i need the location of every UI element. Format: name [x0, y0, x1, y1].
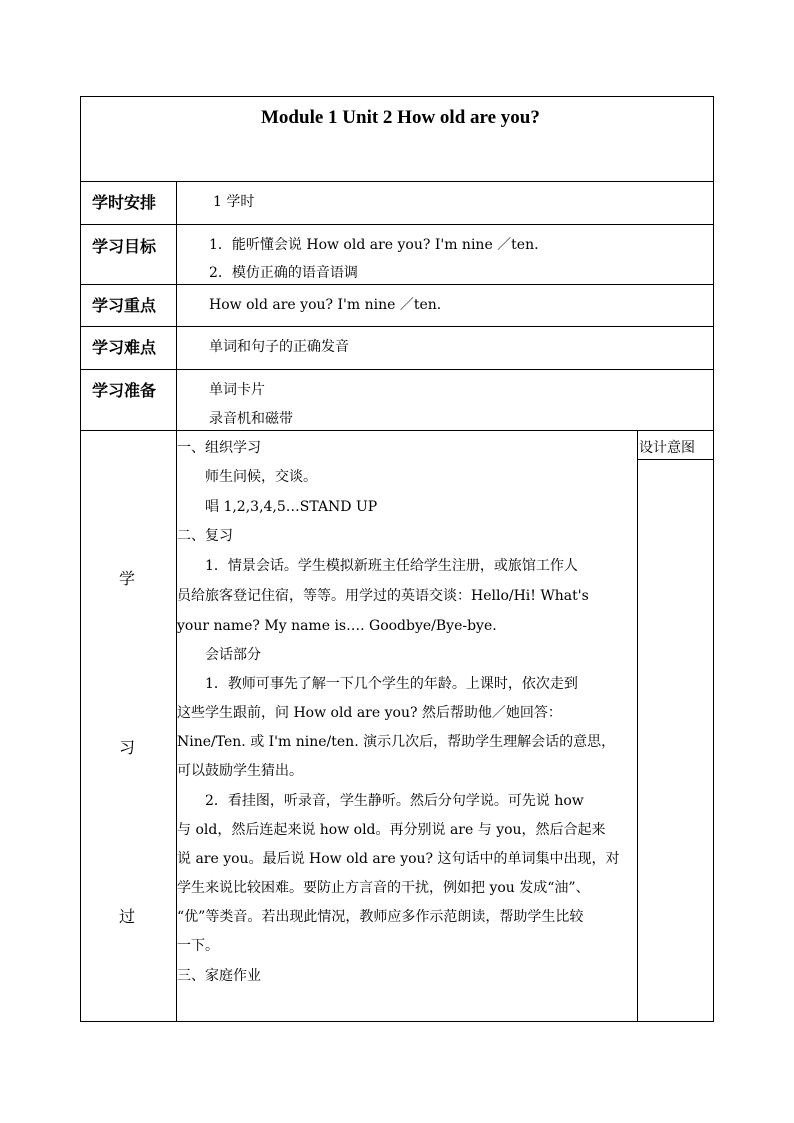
process-line: 会话部分	[177, 647, 261, 663]
page-title: Module 1 Unit 2 How old are you?	[261, 107, 540, 128]
process-line: 三、家庭作业	[177, 968, 261, 984]
table-border-top	[80, 96, 714, 97]
process-line: 1．教师可事先了解一下几个学生的年龄。上课时，依次走到	[177, 676, 578, 692]
label-difficulties: 学习难点	[92, 338, 157, 357]
process-line: 学生来说比较困难。要防止方言音的干扰，例如把 you 发成“油”、	[177, 880, 590, 896]
table-border-right	[713, 96, 714, 1022]
process-line: 师生问候，交谈。	[177, 469, 317, 485]
process-line: 1．情景会话。学生模拟新班主任给学生注册，或旅馆工作人	[177, 558, 578, 574]
process-line: 一、组织学习	[177, 440, 261, 456]
process-line: 可以鼓励学生猜出。	[177, 763, 303, 779]
process-side-label: 过	[119, 907, 136, 926]
process-line: 说 are you。最后说 How old are you? 这句话中的单词集中出现，对	[177, 851, 620, 867]
process-side-label: 学	[119, 569, 136, 588]
process-line: 与 old，然后连起来说 how old。再分别说 are 与 you，然后合起来	[177, 822, 606, 838]
process-line: Nine/Ten. 或 I'm nine/ten. 演示几次后，帮助学生理解会话的意思，	[177, 734, 616, 750]
table-border-left	[80, 96, 81, 1022]
design-intent-header: 设计意图	[639, 440, 695, 456]
preparation-item: 单词卡片	[209, 382, 265, 398]
label-schedule: 学时安排	[92, 193, 157, 212]
schedule-value: 1 学时	[213, 194, 255, 210]
process-line: 二、复习	[177, 528, 233, 544]
preparation-item: 录音机和磁带	[209, 411, 293, 427]
process-line: your name? My name is…. Goodbye/Bye-bye.	[177, 618, 497, 634]
label-key-points: 学习重点	[92, 296, 157, 315]
objective-item: 2．模仿正确的语音语调	[209, 265, 358, 281]
difficulties-value: 单词和句子的正确发音	[209, 339, 349, 355]
process-line: 一下。	[177, 938, 219, 954]
design-column-divider	[637, 430, 638, 1022]
objective-item: 1．能听懂会说 How old are you? I'm nine ／ten.	[209, 237, 539, 253]
process-line: 2．看挂图，听录音，学生静听。然后分句学说。可先说 how	[177, 793, 584, 809]
process-line: 员给旅客登记住宿，等等。用学过的英语交谈：Hello/Hi! What's	[177, 588, 589, 604]
design-header-divider	[637, 459, 714, 460]
key-points-value: How old are you? I'm nine ／ten.	[209, 297, 442, 313]
label-preparation: 学习准备	[92, 381, 157, 400]
label-objectives: 学习目标	[92, 237, 157, 256]
process-line: “优”等类音。若出现此情况，教师应多作示范朗读，帮助学生比较	[177, 909, 584, 925]
process-line: 这些学生跟前，问 How old are you? 然后帮助他／她回答：	[177, 705, 562, 721]
process-line: 唱 1,2,3,4,5…STAND UP	[177, 499, 378, 515]
process-side-label: 习	[119, 738, 136, 757]
